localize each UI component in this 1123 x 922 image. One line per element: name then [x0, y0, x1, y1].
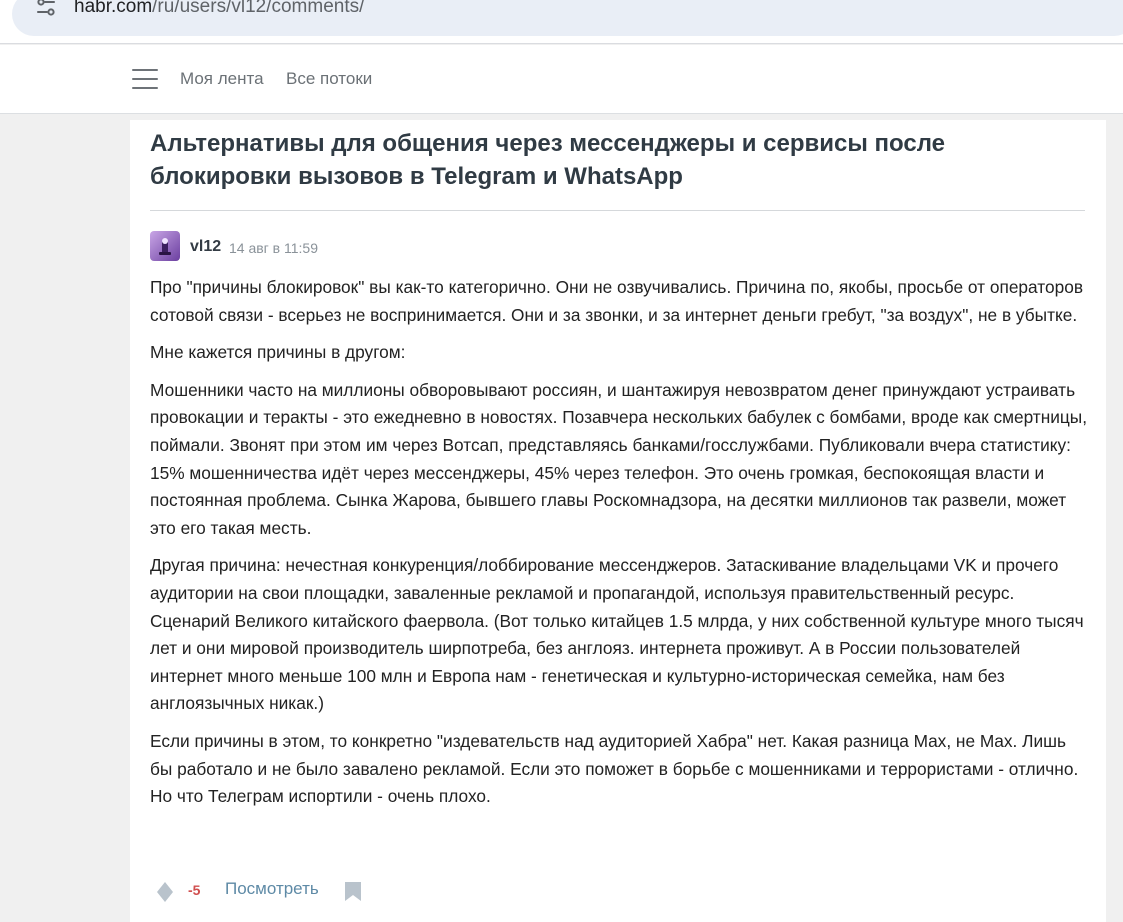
- tune-icon[interactable]: [34, 0, 58, 19]
- site-header: [0, 45, 1123, 114]
- title-divider: [150, 210, 1085, 211]
- card-top-edge: [130, 114, 1106, 120]
- comment-paragraph: Если причины в этом, то конкретно "издевательств над аудиторией Хабра" нет. Какая разница Max, не Max. Лишь бы работало и не было завалено рекламой. Если это поможет в борьбе с мошенниками и террористами - отлично. Но что Телеграм испортили - очень плохо.: [150, 730, 1079, 807]
- comment-body: [150, 274, 1090, 821]
- url-host: habr.com: [74, 0, 153, 17]
- browser-address-bar: [0, 0, 1123, 44]
- nav-my-feed[interactable]: Моя лента: [180, 69, 264, 88]
- comment-paragraph: Мошенники часто на миллионы обворовывают россиян, и шантажируя невозвратом денег принуждают устраивать провокации и теракты - это ежедневно в новостях. Позавчера нескольких бабулек с бомбами, вроде как смертницы, поймали. Звонят при этом им через Вотсап, представляясь банками/госслужбами. Публиковали вчера статистику: 15% мошенничества идёт через мессенджеры, 45% через телефон. Это очень громкая, беспокоящая власти и постоянная проблема. Сынка Жарова, бывшего главы Роскомнадзора, на десятки миллионов так развели, может это его такая месть.: [150, 379, 1088, 538]
- url-omnibox[interactable]: [12, 0, 1123, 36]
- comment-card: [130, 114, 1106, 922]
- comment-score: -5: [188, 882, 201, 898]
- comment-footer: [150, 876, 550, 906]
- vote-icon[interactable]: [157, 882, 173, 902]
- hamburger-menu-icon[interactable]: [132, 69, 158, 89]
- nav-all-streams[interactable]: Все потоки: [286, 69, 373, 88]
- comment-paragraph: Про "причины блокировок" вы как-то категорично. Они не озвучивались. Причина по, якобы, просьбе от операторов сотовой связи - всерьез не воспринимается. Они и за звонки, и за интернет деньги гребут, "за воздух", не в убытке.: [150, 277, 1084, 325]
- avatar[interactable]: [150, 231, 180, 261]
- view-comment-link[interactable]: Посмотреть: [225, 879, 319, 898]
- comment-paragraph: Мне кажется причины в другом:: [150, 342, 406, 363]
- article-title-link[interactable]: Альтернативы для общения через мессенджеры и сервисы после блокировки вызовов в Telegram и WhatsApp: [150, 130, 945, 190]
- comment-author[interactable]: vl12: [190, 238, 222, 255]
- url-path: /ru/users/vl12/comments/: [152, 0, 365, 17]
- comment-timestamp[interactable]: 14 авг в 11:59: [229, 240, 319, 256]
- url-text[interactable]: [74, 0, 364, 18]
- bookmark-icon[interactable]: [344, 881, 362, 902]
- comment-paragraph: Другая причина: нечестная конкуренция/лоббирование мессенджеров. Затаскивание владельцами VK и прочего аудитории на свои площадки, заваленные рекламой и пропагандой, используя правительственный ресурс. Сценарий Великого китайского фаервола. (Вот только китайцев 1.5 млрда, у них собственной культуре много тысяч лет и они мировой производитель ширпотреба, без англояз. интернета проживут. А в России пользователей интернет много меньше 100 млн и Европа нам - генетическая и культурно-историческая семейка, нам без англоязычных никак.): [150, 555, 1084, 714]
